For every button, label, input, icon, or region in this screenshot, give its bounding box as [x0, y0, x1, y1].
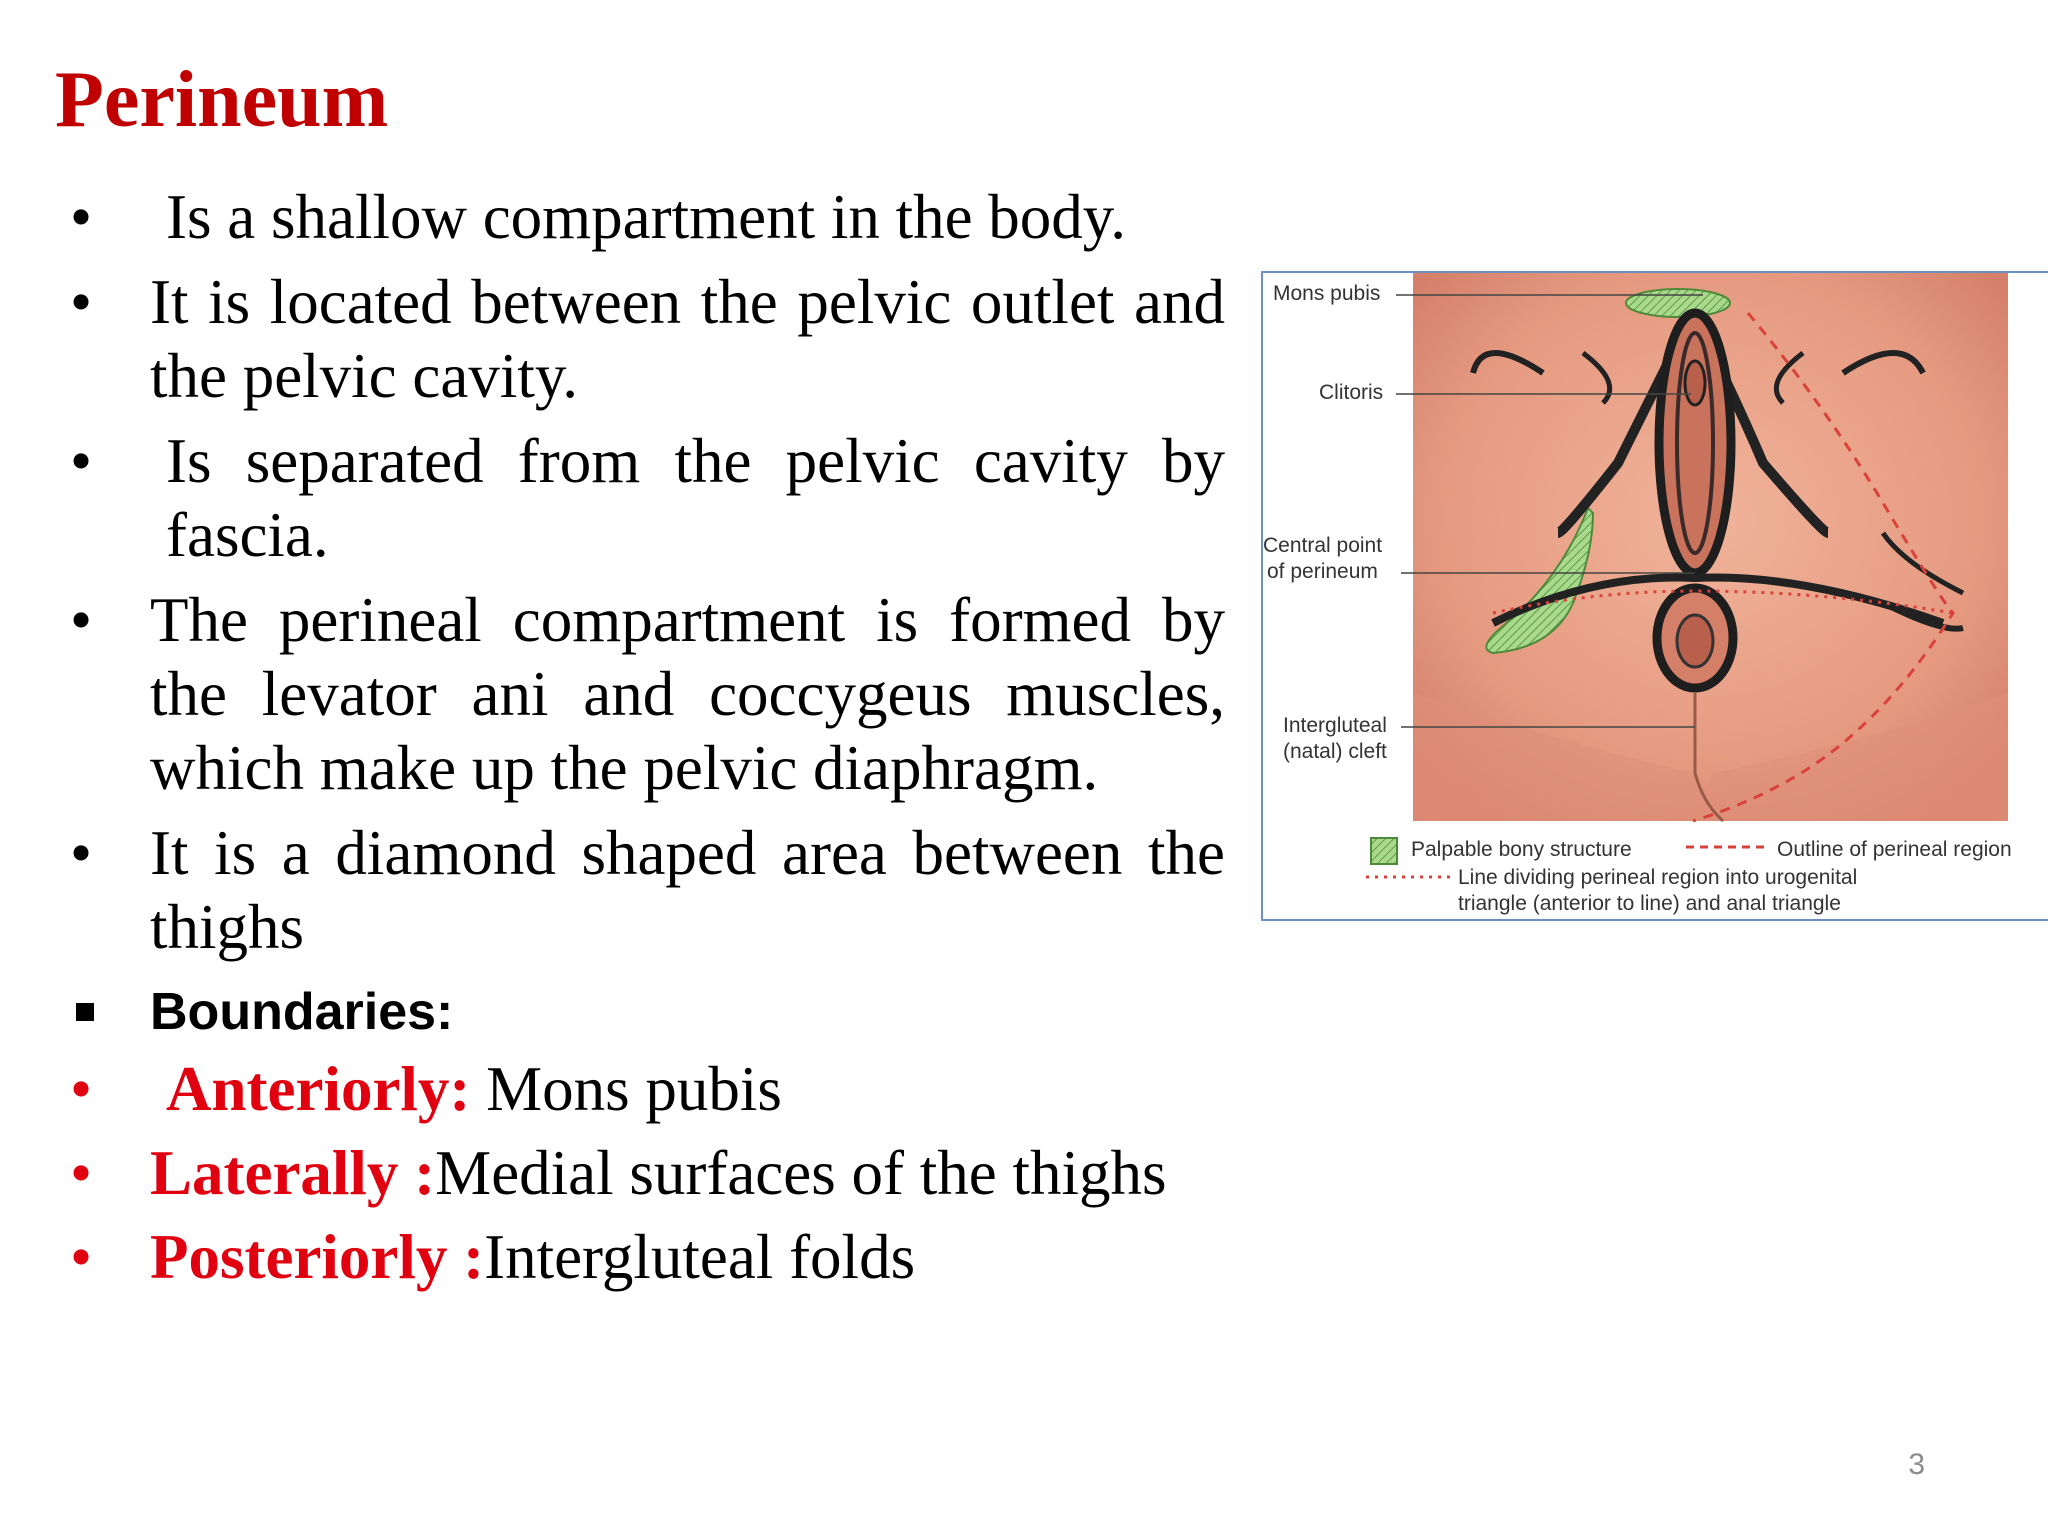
bullet-item — [70, 424, 1225, 572]
square-bullet-icon — [70, 1003, 150, 1021]
boundaries-heading-item — [70, 982, 1225, 1042]
label-central-point-line2: of perineum — [1267, 560, 1378, 583]
bullet-marker: • — [70, 426, 93, 496]
legend-palpable: Palpable bony structure — [1411, 838, 1632, 861]
bullet-item — [70, 816, 1225, 964]
bullet-marker: • — [70, 818, 93, 888]
label-intergluteal-line2: (natal) cleft — [1283, 740, 1387, 763]
bullet-text: It is located between the pelvic outlet and the pelvic cavity. — [150, 267, 1225, 411]
bullet-marker: • — [70, 267, 93, 337]
legend-dividing-line1: Line dividing perineal region into urogenital — [1458, 866, 1858, 889]
boundary-label: Laterally : — [150, 1138, 436, 1208]
legend-outline: Outline of perineal region — [1777, 838, 2012, 861]
bullet-item — [70, 180, 1225, 254]
boundaries-heading: Boundaries: — [150, 983, 454, 1041]
clitoris-marker — [1685, 361, 1705, 405]
mons-pubis-marker — [1626, 289, 1730, 317]
boundary-anterior — [70, 1052, 1225, 1126]
perineum-illustration — [1263, 273, 2048, 921]
legend-hatch-swatch — [1371, 838, 1397, 864]
bullet-marker: • — [70, 1054, 93, 1124]
vulval-opening — [1659, 313, 1731, 573]
bullet-marker: • — [70, 585, 93, 655]
slide-title: Perineum — [55, 56, 389, 144]
bullet-text: Is a shallow compartment in the body. — [166, 182, 1126, 252]
label-intergluteal-line1: Intergluteal — [1283, 714, 1387, 737]
boundary-posterior — [70, 1220, 1225, 1294]
bullet-text: Is separated from the pelvic cavity by fascia. — [166, 426, 1225, 570]
bullet-item — [70, 265, 1225, 413]
label-central-point-line1: Central point — [1263, 534, 1383, 557]
bullet-marker: • — [70, 1222, 93, 1292]
anus-center — [1677, 615, 1713, 667]
bullet-text: The perineal compartment is formed by the levator ani and coccygeus muscles, which make up the pelvic diaphragm. — [150, 585, 1225, 803]
bullet-item — [70, 583, 1225, 805]
perineum-figure — [1261, 271, 2048, 921]
label-clitoris: Clitoris — [1319, 381, 1384, 404]
legend-dividing-line2: triangle (anterior to line) and anal triangle — [1458, 892, 1841, 915]
boundary-label: Posteriorly : — [150, 1222, 485, 1292]
bullet-marker: • — [70, 182, 93, 252]
boundary-value: Intergluteal folds — [484, 1222, 916, 1292]
boundary-value: Mons pubis — [470, 1054, 782, 1124]
boundary-label: Anteriorly: — [166, 1054, 471, 1124]
boundary-lateral — [70, 1136, 1225, 1210]
label-mons-pubis: Mons pubis — [1273, 282, 1381, 305]
bullet-text: It is a diamond shaped area between the thighs — [150, 818, 1225, 962]
bullet-list — [70, 180, 1225, 1294]
bullet-marker: • — [70, 1138, 93, 1208]
page-number: 3 — [1908, 1448, 1925, 1481]
boundary-value: Medial surfaces of the thighs — [435, 1138, 1167, 1208]
